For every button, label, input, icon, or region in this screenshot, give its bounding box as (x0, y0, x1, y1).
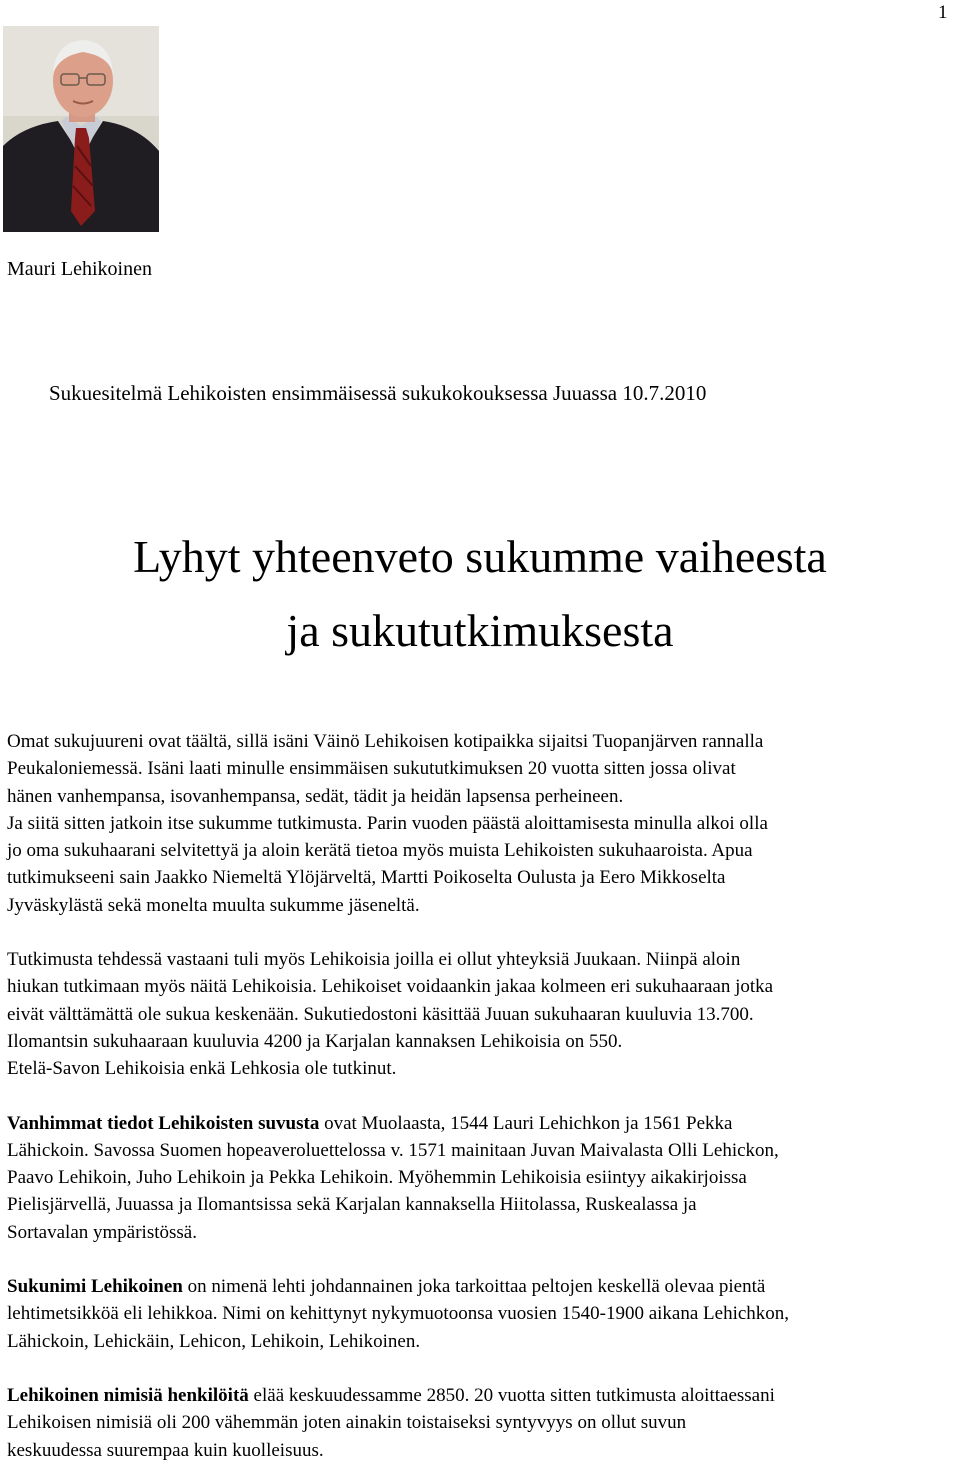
lead-rest: on nimenä lehti johdannainen joka tarkoittaa peltojen keskellä olevaa pientä (182, 1276, 766, 1298)
paragraph-2 (7, 946, 957, 1082)
page-number: 1 (938, 2, 948, 23)
text-line: Omat sukujuureni ovat täältä, sillä isäni Väinö Lehikoisen kotipaikka sijaitsi Tuopanjärven rannalla (7, 731, 764, 752)
lead-rest: ovat Muolaasta, 1544 Lauri Lehichkon ja 1561 Pekka (319, 1112, 733, 1134)
text-line: lehtimetsikköä eli lehikkoa. Nimi on kehittynyt nykymuotoonsa vuosien 1540-1900 aikana Lehichkon, (7, 1303, 790, 1325)
text-line (7, 1273, 957, 1300)
paragraph-1 (7, 728, 957, 919)
page-title (0, 520, 960, 668)
author-portrait (3, 26, 159, 232)
text-line: Jyväskylästä sekä monelta muulta sukumme jäseneltä. (7, 894, 420, 916)
text-line: Paavo Lehikoin, Juho Lehikoin ja Pekka Lehikoin. Myöhemmin Lehikoisia esiintyy aikakirjoissa (7, 1167, 747, 1189)
text-line: hänen vanhempansa, isovanhempansa, sedät, tädit ja heidän lapsensa perheineen. (7, 785, 624, 807)
title-line-1: Lyhyt yhteenveto sukumme vaiheesta (133, 531, 827, 582)
text-line: Lehikoisen nimisiä oli 200 vähemmän joten ainakin toistaiseksi syntyvyys on ollut suvun (7, 1412, 687, 1434)
text-line: tutkimukseeni sain Jaakko Niemeltä Ylöjärveltä, Martti Poikoselta Oulusta ja Eero Mikkoselta (7, 867, 726, 889)
text-line: Pielisjärvellä, Juuassa ja Ilomantsissa sekä Karjalan kannaksella Hiitolassa, Ruskealassa ja (7, 1194, 697, 1216)
text-line: Ja siitä sitten jatkoin itse sukumme tutkimusta. Parin vuoden päästä aloittamisesta minulla alkoi olla (7, 812, 768, 834)
paragraph-3 (7, 1110, 957, 1246)
text-line (7, 1382, 957, 1409)
text-line: Etelä-Savon Lehikoisia enkä Lehkosia ole tutkinut. (7, 1058, 397, 1080)
paragraph-4 (7, 1273, 957, 1355)
text-line: hiukan tutkimaan myös näitä Lehikoisia. Lehikoiset voidaankin jakaa kolmeen eri sukuhaaraan jotka (7, 976, 774, 998)
text-line: jo oma sukuhaarani selvitettyä ja aloin kerätä tietoa myös muista Lehikoisten sukuhaaroista. Apua (7, 840, 753, 862)
text-line: Sortavalan ympäristössä. (7, 1221, 197, 1243)
text-line: Lähickoin, Lehickäin, Lehicon, Lehikoin, Lehikoinen. (7, 1330, 421, 1352)
title-line-2: ja sukututkimuksesta (286, 605, 674, 656)
author-name: Mauri Lehikoinen (7, 258, 152, 280)
text-line: Ilomantsin sukuhaaraan kuuluvia 4200 ja Karjalan kannaksen Lehikoisia on 550. (7, 1030, 623, 1052)
paragraph-5 (7, 1382, 957, 1464)
text-line: Lähickoin. Savossa Suomen hopeaveroluettelossa v. 1571 mainitaan Juvan Maivalasta Olli Lehickon, (7, 1139, 779, 1161)
text-line (7, 1110, 957, 1137)
text-line: Peukaloniemessä. Isäni laati minulle ensimmäisen sukututkimuksen 20 vuotta sitten jossa olivat (7, 758, 736, 780)
bold-lead: Lehikoinen nimisiä henkilöitä (7, 1384, 249, 1406)
text-line: keskuudessa suurempaa kuin kuolleisuus. (7, 1439, 324, 1461)
bold-lead: Vanhimmat tiedot Lehikoisten suvusta (7, 1112, 320, 1134)
text-line: Tutkimusta tehdessä vastaani tuli myös Lehikoisia joilla ei ollut yhteyksiä Juukaan. Niinpä aloin (7, 949, 741, 971)
lead-rest: elää keskuudessamme 2850. 20 vuotta sitten tutkimusta aloittaessani (248, 1384, 775, 1406)
subtitle: Sukuesitelmä Lehikoisten ensimmäisessä sukukokouksessa Juuassa 10.7.2010 (49, 381, 707, 405)
bold-lead: Sukunimi Lehikoinen (7, 1276, 183, 1298)
text-line: eivät välttämättä ole sukua keskenään. Sukutiedostoni käsittää Juuan sukuhaaran kuuluvia 13.700. (7, 1003, 754, 1025)
body-text (7, 728, 957, 1464)
